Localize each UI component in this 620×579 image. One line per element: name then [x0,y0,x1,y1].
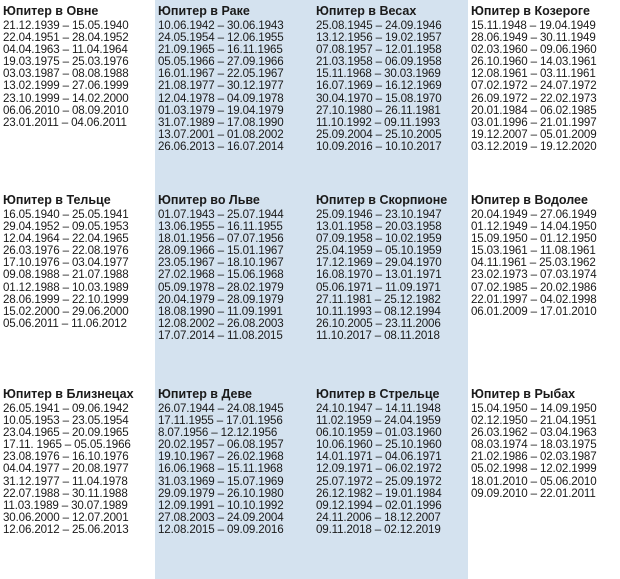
date-range: 27.02.1968 – 15.06.1968 [158,268,284,282]
date-range: 15.11.1948 – 19.04.1949 [471,19,596,32]
date-range: 03.01.1996 – 21.01.1997 [471,115,597,129]
date-range: 04.04.1963 – 11.04.1964 [3,43,128,57]
date-range: 30.04.1970 – 15.08.1970 [316,91,442,105]
date-range: 31.03.1969 – 15.07.1969 [158,474,284,488]
date-range: 23.02.1973 – 07.03.1974 [471,268,597,282]
date-range: 12.09.1971 – 06.02.1972 [316,462,442,476]
date-range: 11.10.2017 – 08.11.2018 [316,328,440,342]
date-range: 15.02.2000 – 29.06.2000 [3,304,129,318]
date-range: 13.06.1955 – 16.11.1955 [158,220,283,234]
date-range: 18.01.1956 – 07.07.1956 [158,232,284,246]
date-range: 10.11.1993 – 08.12.1994 [316,304,441,318]
date-range: 05.05.1966 – 27.09.1966 [158,55,284,69]
date-range: 20.04.1979 – 28.09.1979 [158,292,284,306]
sign-title: Юпитер в Близнецах [3,387,134,401]
date-range: 19.12.2007 – 05.01.2009 [471,127,597,141]
date-range: 26.03.1962 – 03.04.1963 [471,426,597,440]
date-range: 27.10.1980 – 26.11.1981 [316,103,441,117]
date-range: 10.06.1942 – 30.06.1943 [158,19,284,32]
date-range: 29.09.1979 – 26.10.1980 [158,486,284,500]
date-range: 25.04.1959 – 05.10.1959 [316,244,442,258]
date-range: 06.10.1959 – 01.03.1960 [316,426,442,440]
date-range: 19.10.1967 – 26.02.1968 [158,450,284,464]
sign-title: Юпитер в Весах [316,4,417,18]
sign-block-kozeroge [468,0,620,189]
date-range: 17.10.1976 – 03.04.1977 [3,256,129,270]
date-range: 09.09.2010 – 22.01.2011 [471,486,596,500]
sign-block-skorpione [313,189,468,383]
date-range: 02.03.1960 – 09.06.1960 [471,43,597,57]
date-range: 26.05.1941 – 09.06.1942 [3,402,129,415]
date-range: 8.07.1956 – 12.12.1956 [158,426,278,440]
date-range: 25.09.2004 – 25.10.2005 [316,127,442,141]
date-range: 17.11.1955 – 17.01.1956 [158,414,283,428]
date-range: 15.03.1961 – 11.08.1961 [471,244,596,258]
sign-block-vodolee [468,189,620,383]
sign-block-ovne [0,0,155,189]
sign-block-vesah [313,0,468,189]
sign-block-strelce [313,383,468,579]
date-range: 05.09.1978 – 28.02.1979 [158,280,284,294]
date-range: 26.12.1982 – 19.01.1984 [316,486,442,500]
date-range: 12.08.1961 – 03.11.1961 [471,67,596,81]
date-range: 23.05.1967 – 18.10.1967 [158,256,284,270]
date-range: 16.05.1940 – 25.05.1941 [3,208,129,221]
date-range: 01.03.1979 – 19.04.1979 [158,103,284,117]
date-range: 12.08.2002 – 26.08.2003 [158,316,284,330]
date-range: 02.12.1950 – 21.04.1951 [471,414,597,428]
date-range: 24.05.1954 – 12.06.1955 [158,31,284,45]
date-range: 19.03.1975 – 25.03.1976 [3,55,129,69]
date-range: 23.10.1999 – 14.02.2000 [3,91,129,105]
date-range: 21.08.1977 – 30.12.1977 [158,79,284,93]
date-range: 07.02.1985 – 20.02.1986 [471,280,597,294]
date-range: 20.04.1949 – 27.06.1949 [471,208,597,221]
sign-title: Юпитер в Стрельце [316,387,440,401]
date-range: 18.01.2010 – 05.06.2010 [471,474,597,488]
date-range: 17.11. 1965 – 05.05.1966 [3,438,131,452]
date-range: 20.02.1957 – 06.08.1957 [158,438,284,452]
date-range: 12.06.2012 – 25.06.2013 [3,522,129,536]
date-range: 29.04.1952 – 09.05.1953 [3,220,129,234]
date-range: 28.06.1999 – 22.10.1999 [3,292,129,306]
date-range: 07.08.1957 – 12.01.1958 [316,43,442,57]
sign-block-telce [0,189,155,383]
date-range: 08.03.1974 – 18.03.1975 [471,438,597,452]
date-range: 22.07.1988 – 30.11.1988 [3,486,128,500]
date-range: 26.03.1976 – 22.08.1976 [3,244,129,258]
date-range: 13.12.1956 – 19.02.1957 [316,31,442,45]
date-range: 16.01.1967 – 22.05.1967 [158,67,284,81]
date-range: 11.02.1959 – 24.04.1959 [316,414,441,428]
sign-title: Юпитер в Деве [158,387,252,401]
sign-block-deve [155,383,313,579]
date-range: 24.10.1947 – 14.11.1948 [316,402,441,415]
date-range: 11.03.1989 – 30.07.1989 [3,498,128,512]
sign-title: Юпитер в Рыбах [471,387,576,401]
date-range: 14.01.1971 – 04.06.1971 [316,450,442,464]
date-range: 04.04.1977 – 20.08.1977 [3,462,129,476]
date-range: 05.02.1998 – 12.02.1999 [471,462,597,476]
date-range: 21.03.1958 – 06.09.1958 [316,55,442,69]
date-range: 23.08.1976 – 16.10.1976 [3,450,129,464]
sign-title: Юпитер в Козероге [471,4,590,18]
sign-title: Юпитер в Скорпионе [316,193,448,207]
sign-block-rybah [468,383,620,579]
date-range: 17.07.2014 – 11.08.2015 [158,328,283,342]
date-range: 13.02.1999 – 27.06.1999 [3,79,129,93]
date-range: 03.12.2019 – 19.12.2020 [471,139,597,153]
date-range: 22.01.1997 – 04.02.1998 [471,292,597,306]
date-range: 12.04.1978 – 04.09.1978 [158,91,284,105]
date-range: 25.07.1972 – 25.09.1972 [316,474,442,488]
sign-title: Юпитер во Льве [158,193,260,207]
date-range: 16.06.1968 – 15.11.1968 [158,462,283,476]
sign-title: Юпитер в Овне [3,4,99,18]
date-range: 28.09.1966 – 15.01.1967 [158,244,284,258]
date-range: 16.07.1969 – 16.12.1969 [316,79,442,93]
date-range: 07.09.1958 – 10.02.1959 [316,232,442,246]
date-range: 11.10.1992 – 09.11.1993 [316,115,440,129]
date-range: 09.08.1988 – 21.07.1988 [3,268,129,282]
date-range: 06.01.2009 – 17.01.2010 [471,304,597,318]
sign-title: Юпитер в Раке [158,4,250,18]
date-range: 23.04.1965 – 20.09.1965 [3,426,129,440]
date-range: 26.06.2013 – 16.07.2014 [158,139,284,153]
date-range: 06.06.2010 – 08.09.2010 [3,103,129,117]
sign-title: Юпитер в Тельце [3,193,111,207]
date-range: 21.12.1939 – 15.05.1940 [3,19,129,32]
date-range: 26.10.2005 – 23.11.2006 [316,316,441,330]
date-range: 16.08.1970 – 13.01.1971 [316,268,442,282]
date-range: 10.05.1953 – 23.05.1954 [3,414,129,428]
sign-block-rake [155,0,313,189]
date-range: 12.09.1991 – 10.10.1992 [158,498,284,512]
date-range: 21.02.1986 – 02.03.1987 [471,450,597,464]
date-range: 01.12.1949 – 14.04.1950 [471,220,597,234]
date-range: 26.07.1944 – 24.08.1945 [158,402,284,415]
date-range: 27.08.2003 – 24.09.2004 [158,510,284,524]
date-range: 30.06.2000 – 12.07.2001 [3,510,129,524]
date-range: 04.11.1961 – 25.03.1962 [471,256,596,270]
date-range: 31.12.1977 – 11.04.1978 [3,474,128,488]
date-range: 13.01.1958 – 20.03.1958 [316,220,442,234]
date-range: 23.01.2011 – 04.06.2011 [3,115,127,129]
date-range: 26.10.1960 – 14.03.1961 [471,55,597,69]
date-range: 24.11.2006 – 18.12.2007 [316,510,441,524]
date-range: 12.04.1964 – 22.04.1965 [3,232,129,246]
date-range: 13.07.2001 – 01.08.2002 [158,127,284,141]
date-range: 22.04.1951 – 28.04.1952 [3,31,129,45]
date-range: 31.07.1989 – 17.08.1990 [158,115,284,129]
sign-block-bliznecah [0,383,155,579]
date-range: 10.06.1960 – 25.10.1960 [316,438,442,452]
date-range: 01.07.1943 – 25.07.1944 [158,208,284,221]
date-range: 07.02.1972 – 24.07.1972 [471,79,597,93]
date-range: 25.09.1946 – 23.10.1947 [316,208,442,221]
date-range: 20.01.1984 – 06.02.1985 [471,103,597,117]
date-range: 18.08.1990 – 11.09.1991 [158,304,283,318]
date-range: 05.06.2011 – 11.06.2012 [3,316,127,330]
date-range: 10.09.2016 – 10.10.2017 [316,139,442,153]
date-range: 17.12.1969 – 29.04.1970 [316,256,442,270]
date-range: 09.12.1994 – 02.01.1996 [316,498,442,512]
date-range: 27.11.1981 – 25.12.1982 [316,292,441,306]
date-range: 15.11.1968 – 30.03.1969 [316,67,441,81]
date-range: 15.09.1950 – 01.12.1950 [471,232,597,246]
date-range: 01.12.1988 – 10.03.1989 [3,280,129,294]
sign-title: Юпитер в Водолее [471,193,588,207]
date-range: 12.08.2015 – 09.09.2016 [158,522,284,536]
date-range: 21.09.1965 – 16.11.1965 [158,43,283,57]
date-range: 26.09.1972 – 22.02.1973 [471,91,597,105]
date-range: 25.08.1945 – 24.09.1946 [316,19,442,32]
date-range: 05.06.1971 – 11.09.1971 [316,280,441,294]
date-range: 15.04.1950 – 14.09.1950 [471,402,597,415]
date-range: 09.11.2018 – 02.12.2019 [316,522,441,536]
date-range: 28.06.1949 – 30.11.1949 [471,31,596,45]
date-range: 03.03.1987 – 08.08.1988 [3,67,129,81]
sign-block-lve [155,189,313,383]
